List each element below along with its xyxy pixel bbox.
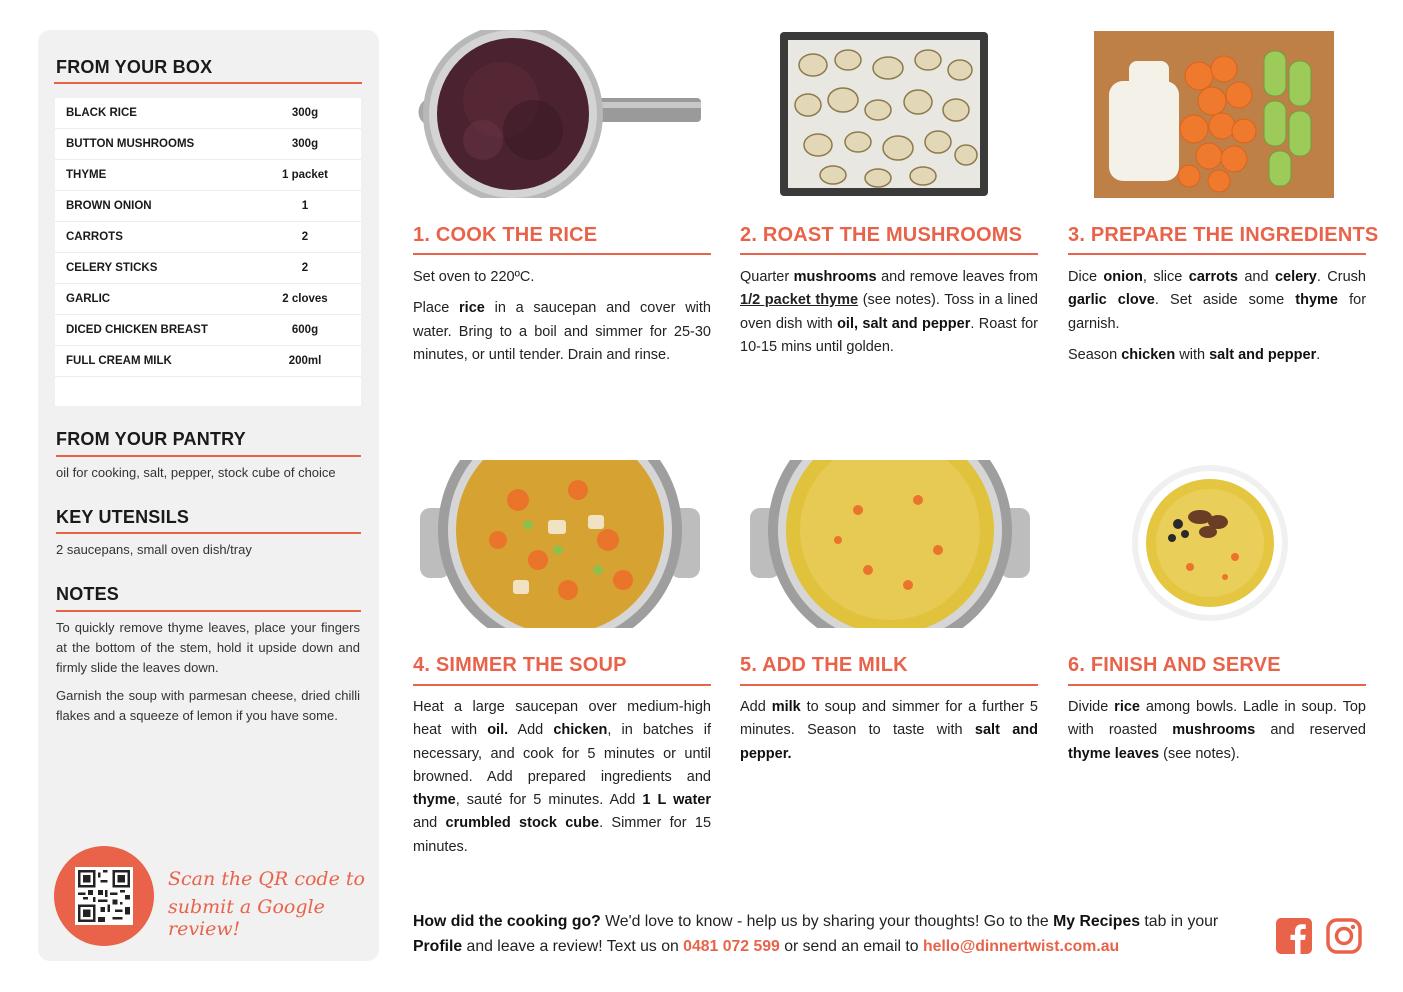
- soup-pot-photo: [418, 460, 704, 628]
- utensils-heading: KEY UTENSILS: [56, 507, 190, 527]
- box-heading: FROM YOUR BOX: [56, 57, 213, 77]
- ingredient-name: BROWN ONION: [66, 200, 152, 212]
- note-2: Garnish the soup with parmesan cheese, dried chilli flakes and a squeeze of lemon if you have some.: [56, 688, 360, 723]
- mushrooms-tray-photo: [778, 30, 990, 198]
- step-5-body: [740, 696, 1038, 774]
- step-5-para-1: Add milk to soup and simmer for a further 5 minutes. Season to taste with salt and pepper.: [740, 699, 1038, 762]
- ingredient-row: [55, 191, 361, 222]
- ingredient-row: [55, 315, 361, 346]
- step-3-body: [1068, 266, 1366, 375]
- pantry-heading: FROM YOUR PANTRY: [56, 429, 246, 449]
- step-4-rule: [413, 684, 711, 686]
- step-6-title: 6. FINISH AND SERVE: [1068, 654, 1281, 676]
- ingredient-name: THYME: [66, 169, 107, 181]
- ingredients-table: [55, 98, 361, 406]
- ingredient-qty: 2: [301, 231, 309, 243]
- step-2-body: [740, 266, 1038, 367]
- step-4-title: 4. SIMMER THE SOUP: [413, 654, 627, 676]
- ingredient-qty: 300g: [291, 107, 319, 119]
- ingredient-qty: 1 packet: [281, 169, 329, 181]
- chopped-vegetables-photo: [1094, 31, 1334, 198]
- notes-heading-rule: [56, 610, 361, 612]
- ingredient-row: [55, 98, 361, 129]
- step-1-title: 1. COOK THE RICE: [413, 224, 598, 246]
- ingredient-name: GARLIC: [66, 293, 111, 305]
- ingredient-name: DICED CHICKEN BREAST: [66, 324, 208, 336]
- ingredient-name: CELERY STICKS: [66, 262, 158, 274]
- step-1-para-2: Place rice in a saucepan and cover with water. Bring to a boil and simmer for 25-30 minutes, or until tender. Drain and rinse.: [413, 300, 711, 363]
- pantry-heading-rule: [56, 455, 361, 457]
- facebook-icon[interactable]: [1276, 918, 1312, 954]
- ingredient-row: [55, 346, 361, 377]
- ingredient-qty: 2: [301, 262, 309, 274]
- step-3-para-1: Dice onion, slice carrots and celery. Crush garlic clove. Set aside some thyme for garnish.: [1068, 269, 1367, 332]
- step-2-rule: [740, 253, 1038, 255]
- step-6-body: [1068, 696, 1366, 774]
- note-1: To quickly remove thyme leaves, place your fingers at the bottom of the stem, hold it upside down and firmly slide the leaves down.: [56, 620, 360, 675]
- ingredient-row: [55, 222, 361, 253]
- step-3-title: 3. PREPARE THE INGREDIENTS: [1068, 224, 1379, 246]
- step-6-rule: [1068, 684, 1366, 686]
- step-3-para-2: Season chicken with salt and pepper.: [1068, 346, 1321, 363]
- ingredient-qty: 600g: [291, 324, 319, 336]
- ingredient-qty: 200ml: [288, 355, 322, 367]
- ingredient-row: [55, 129, 361, 160]
- ingredient-name: FULL CREAM MILK: [66, 355, 172, 367]
- qr-code-icon[interactable]: [75, 867, 133, 925]
- ingredient-row: [55, 253, 361, 284]
- ingredient-name: BUTTON MUSHROOMS: [66, 138, 195, 150]
- step-6-para-1: Divide rice among bowls. Ladle in soup. Top with roasted mushrooms and reserved thyme leaves (see notes).: [1068, 699, 1366, 762]
- ingredient-name: BLACK RICE: [66, 107, 137, 119]
- ingredient-qty: 1: [301, 200, 309, 212]
- utensils-heading-rule: [56, 532, 361, 534]
- instagram-icon[interactable]: [1326, 918, 1362, 954]
- pantry-text: oil for cooking, salt, pepper, stock cube of choice: [56, 465, 336, 480]
- step-5-rule: [740, 684, 1038, 686]
- ingredient-qty: 2 cloves: [282, 293, 328, 305]
- creamy-soup-pot-photo: [748, 460, 1034, 628]
- step-1-rule: [413, 253, 711, 255]
- qr-caption-line-1: Scan the QR code to: [168, 868, 365, 890]
- ingredient-qty: 300g: [291, 138, 319, 150]
- step-2-title: 2. ROAST THE MUSHROOMS: [740, 224, 1023, 246]
- qr-caption-line-2: submit a Google review!: [168, 896, 325, 940]
- box-heading-rule: [54, 82, 362, 84]
- step-4-body: [413, 696, 711, 867]
- step-3-rule: [1068, 253, 1366, 255]
- step-1-para-1: Set oven to 220ºC.: [413, 269, 535, 285]
- utensils-text: 2 saucepans, small oven dish/tray: [56, 542, 252, 557]
- step-5-title: 5. ADD THE MILK: [740, 654, 908, 676]
- ingredient-row: [55, 160, 361, 191]
- served-soup-bowl-photo: [1130, 462, 1290, 624]
- review-prompt: How did the cooking go? We'd love to know - help us by sharing your thoughts! Go to the My Recipes tab in your Profile and leave a review! Text us on 0481 072 599 or send an email to hello@dinnertwist.com.au: [413, 913, 1219, 955]
- step-1-body: [413, 266, 711, 375]
- ingredients-panel: [38, 30, 379, 961]
- ingredient-name: CARROTS: [66, 231, 123, 243]
- qr-badge[interactable]: [54, 846, 154, 946]
- notes-heading: NOTES: [56, 584, 120, 604]
- ingredient-row: [55, 284, 361, 315]
- black-rice-photo: [413, 30, 711, 198]
- step-4-para-1: Heat a large saucepan over medium-high heat with oil. Add chicken, in batches if necessary, and cook for 5 minutes or until browned. Add prepared ingredients and thyme, sauté for 5 minutes. Add 1 L water and crumbled stock cube. Simmer for 15 minutes.: [413, 699, 712, 855]
- step-2-para-1: Quarter mushrooms and remove leaves from 1/2 packet thyme (see notes). Toss in a lined oven dish with oil, salt and pepper. Roast for 10-15 mins until golden.: [740, 269, 1038, 355]
